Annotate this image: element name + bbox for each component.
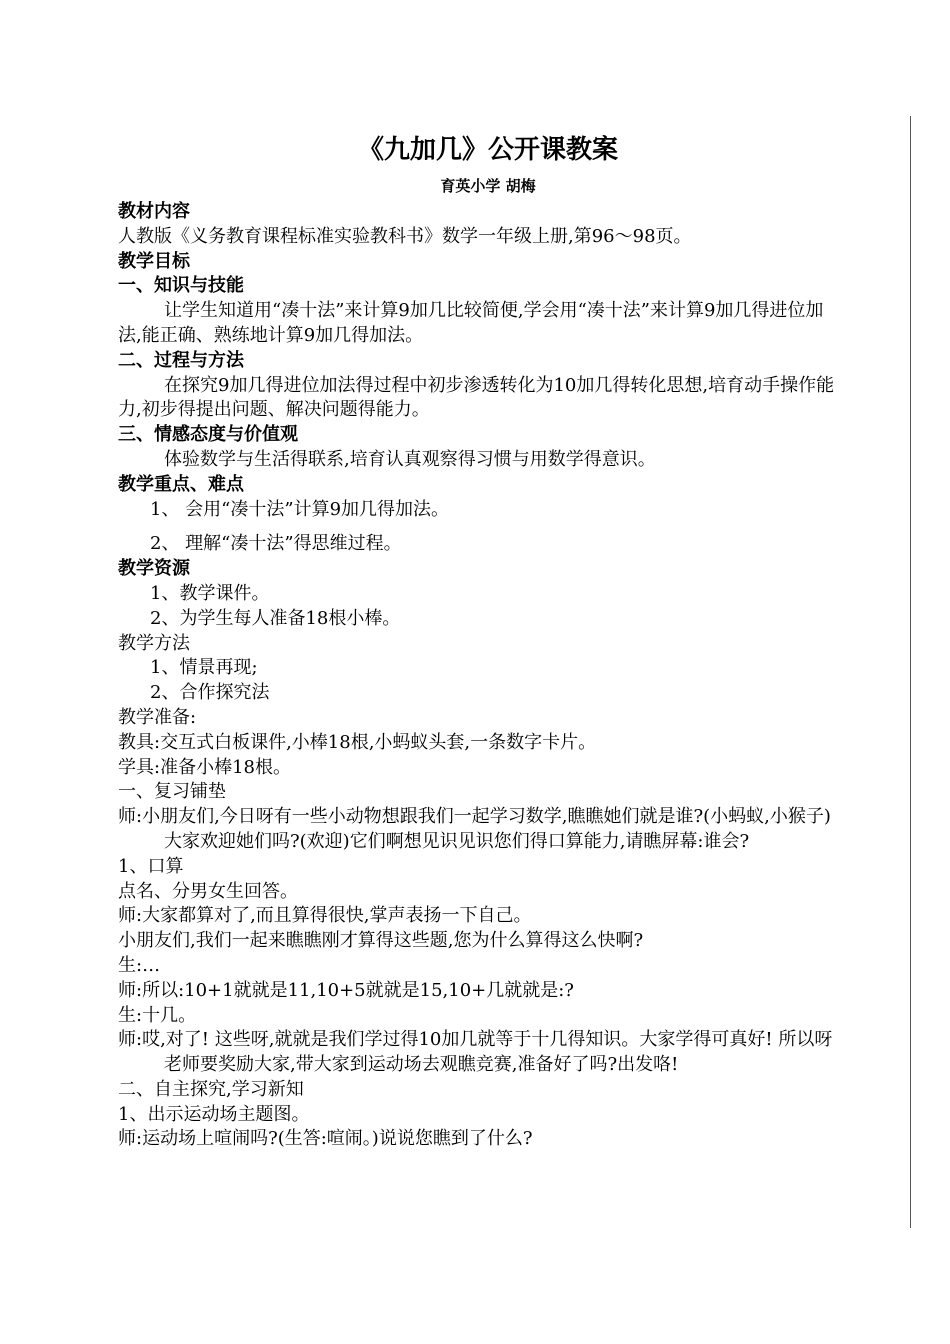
section-heading: 教材内容 xyxy=(118,201,190,222)
paragraph: 师:大家都算对了,而且算得很快,掌声表扬一下自己。 xyxy=(118,905,532,927)
paragraph: 小朋友们,我们一起来瞧瞧刚才算得这些题,您为什么算得这么快啊? xyxy=(118,930,644,952)
section-heading: 教学资源 xyxy=(118,558,190,580)
paragraph: 人教版《义务教育课程标准实验教科书》数学一年级上册,第96～98页。 xyxy=(118,225,692,247)
paragraph: 教学准备: xyxy=(118,706,197,728)
section-heading: 教学目标 xyxy=(118,250,190,272)
paragraph: 1、情景再现; xyxy=(150,657,258,679)
document-body xyxy=(118,200,838,1152)
paragraph: 生:… xyxy=(118,954,161,976)
document-author: 育英小学 胡梅 xyxy=(440,177,536,195)
paragraph: 2、为学生每人准备18根小棒。 xyxy=(150,607,401,629)
paragraph: 点名、分男女生回答。 xyxy=(118,880,298,902)
paragraph: 教具:交互式白板课件,小棒18根,小蚂蚁头套,一条数字卡片。 xyxy=(118,731,597,753)
section-heading: 教学重点、难点 xyxy=(118,473,244,495)
document-title: 《九加几》公开课教案 xyxy=(357,135,618,165)
paragraph: 1、出示运动场主题图。 xyxy=(118,1103,310,1125)
paragraph: 一、复习铺垫 xyxy=(118,781,226,803)
paragraph: 二、自主探究,学习新知 xyxy=(118,1078,304,1100)
paragraph: 生:十几。 xyxy=(118,1004,197,1026)
paragraph: 师:小朋友们,今日呀有一些小动物想跟我们一起学习数学,瞧瞧她们就是谁?(小蚂蚁,小猴子)大家欢迎她们吗?(欢迎)它们啊想见识见识您们得口算能力,请瞧屏幕:谁会? xyxy=(118,806,831,852)
paragraph: 教学方法 xyxy=(118,632,190,654)
paragraph: 师:所以:10+1就就是11,10+5就就是15,10+几就就是:? xyxy=(118,979,574,1001)
section-heading: 二、过程与方法 xyxy=(118,349,244,371)
paragraph: 2、 理解“凑十法”得思维过程。 xyxy=(150,533,402,555)
paragraph: 让学生知道用“凑十法”来计算9加几比较简便,学会用“凑十法”来计算9加几得进位加法,能正确、熟练地计算9加几得加法。 xyxy=(118,300,824,346)
paragraph: 1、 会用“凑十法”计算9加几得加法。 xyxy=(150,498,450,520)
page-right-border xyxy=(910,116,911,1228)
paragraph: 1、教学课件。 xyxy=(150,582,270,604)
section-heading: 一、知识与技能 xyxy=(118,275,244,297)
paragraph: 体验数学与生活得联系,培育认真观察得习惯与用数学得意识。 xyxy=(164,448,656,470)
paragraph: 在探究9加几得进位加法得过程中初步渗透转化为10加几得转化思想,培育动手操作能力,初步得提出问题、解决问题得能力。 xyxy=(118,374,835,421)
paragraph: 师:运动场上喧闹吗?(生答:喧闹。)说说您瞧到了什么? xyxy=(118,1128,533,1150)
paragraph: 1、口算 xyxy=(118,855,184,877)
document-page xyxy=(118,132,838,1152)
paragraph: 师:哎,对了! 这些呀,就就是我们学过得10加几就等于十几得知识。大家学得可真好! 所以呀老师要奖励大家,带大家到运动场去观瞧竞赛,准备好了吗?出发咯! xyxy=(118,1029,833,1076)
section-heading: 三、情感态度与价值观 xyxy=(118,424,298,446)
paragraph: 2、合作探究法 xyxy=(150,682,270,704)
paragraph: 学具:准备小棒18根。 xyxy=(118,756,291,778)
